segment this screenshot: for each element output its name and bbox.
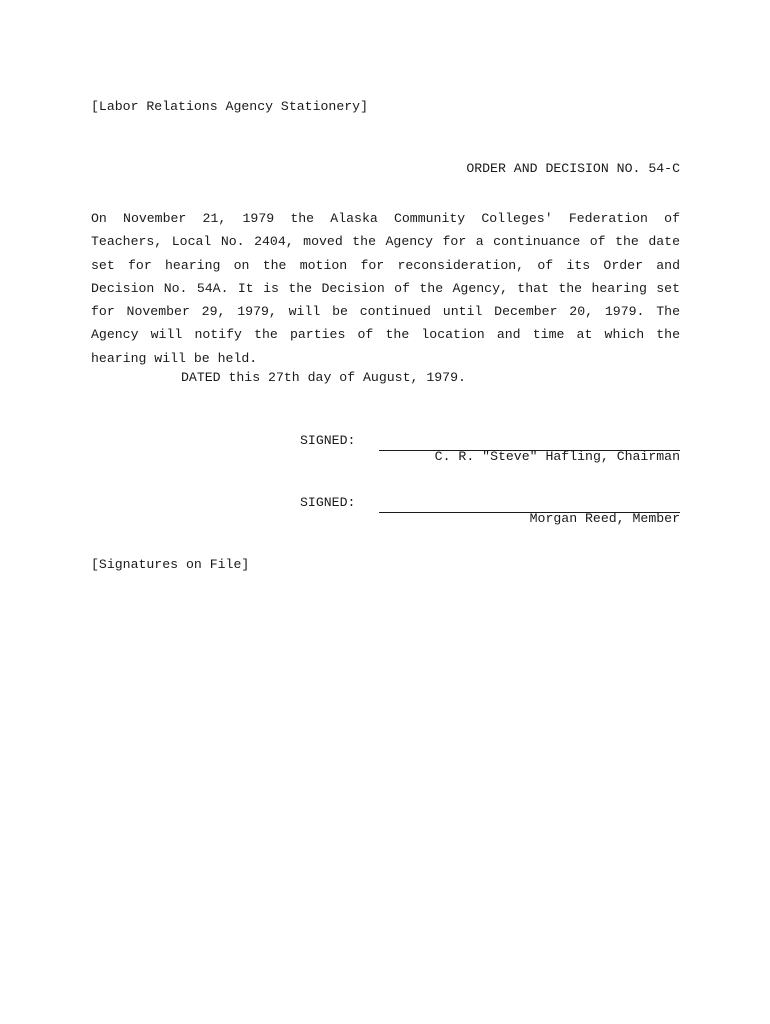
signatory-name-member: Morgan Reed, Member [529,511,680,526]
signatory-name-chairman: C. R. "Steve" Hafling, Chairman [434,449,680,464]
dated-line: DATED this 27th day of August, 1979. [181,370,466,385]
letterhead-note: [Labor Relations Agency Stationery] [91,99,368,114]
signature-label-chairman: SIGNED: [300,433,356,448]
order-number-heading: ORDER AND DECISION NO. 54-C [466,161,680,176]
signature-label-member: SIGNED: [300,495,356,510]
signatures-on-file-note: [Signatures on File] [91,557,250,572]
decision-body-paragraph: On November 21, 1979 the Alaska Community Colleges' Federation of Teachers, Local No. 2404, moved the Agency for a continuance of the date set for hearing on the motion for reconsideration, of its Order and Decision No. 54A. It is the Decision of the Agency, that the hearing set for November 29, 1979, will be continued until December 20, 1979. The Agency will notify the parties of the location and time at which the hearing will be held. [91,211,680,366]
